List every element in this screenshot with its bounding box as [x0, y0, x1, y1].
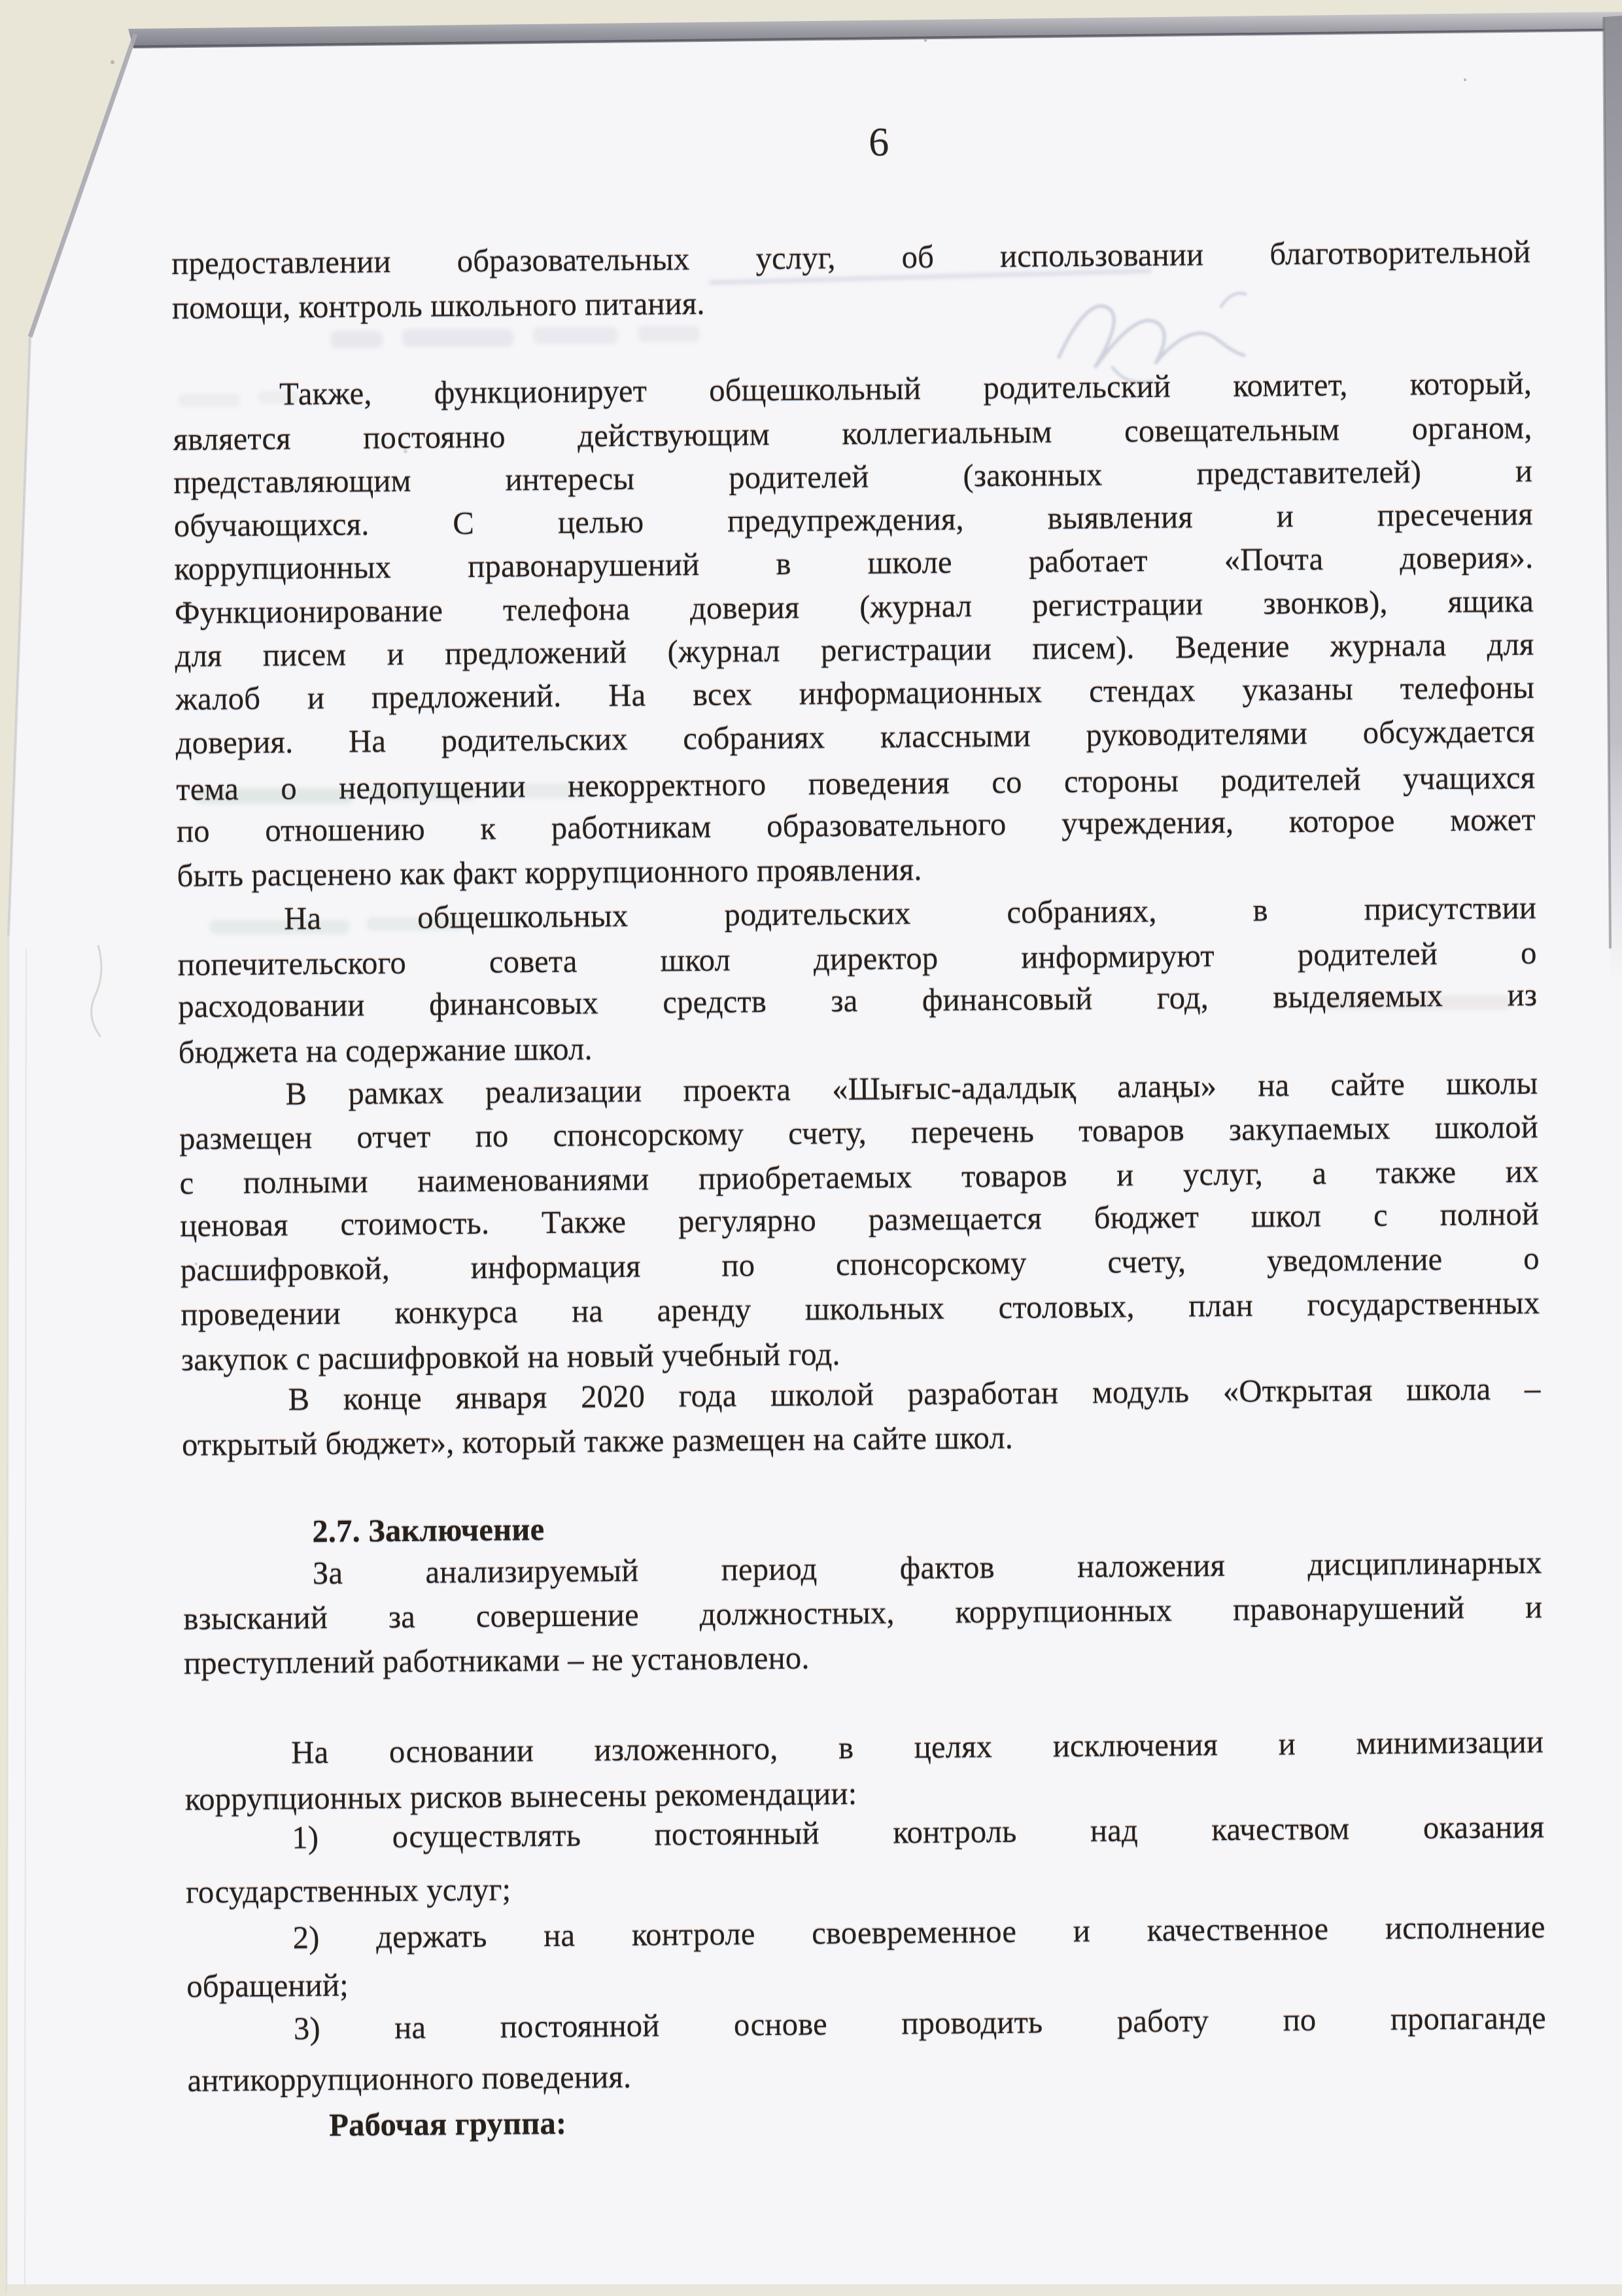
section-heading-conclusion: 2.7. Заключение — [311, 1511, 545, 1550]
paragraph-line: На основании изложенного, в целях исключения и минимизации — [290, 1723, 1544, 1771]
paragraph-line: представляющим интересы родителей (законных представителей) и — [173, 452, 1533, 500]
paragraph-line: открытый бюджет», который также размещен на сайте школ. — [181, 1419, 1014, 1463]
page-number: 6 — [868, 120, 889, 165]
working-group-label: Рабочая группа: — [328, 2104, 567, 2144]
paragraph-line: расходовании финансовых средств за финансовый год, выделяемых из — [177, 976, 1538, 1024]
paragraph-line: Также, функционирует общешкольный родительский комитет, который, — [279, 364, 1532, 412]
paragraph-line: коррупционных рисков вынесены рекомендации: — [184, 1775, 857, 1817]
paragraph-line: помощи, контроль школьного питания. — [171, 285, 705, 326]
paragraph-line: с полными наименованиями приобретаемых товаров и услуг, а также их — [179, 1153, 1539, 1201]
paragraph-line: бюджета на содержание школ. — [178, 1030, 593, 1070]
paragraph-line: доверия. На родительских собраниях классными руководителями обсуждается — [175, 712, 1535, 761]
paragraph-line: тема о недопущении некорректного поведения со стороны родителей учащихся — [176, 759, 1536, 807]
recommendation-item-2-cont: обращений; — [186, 1966, 349, 2004]
paragraph-line: взысканий за совершение должностных, коррупционных правонарушений и — [183, 1588, 1543, 1637]
paragraph-line: В рамках реализации проекта «Шығыс-адалдық алаңы» на сайте школы — [285, 1064, 1538, 1112]
paragraph-line: ценовая стоимость. Также регулярно размещается бюджет школ с полной — [179, 1195, 1540, 1244]
paragraph-line: Функционирование телефона доверия (журнал регистрации звонков), ящика — [174, 582, 1534, 631]
paragraph-line: предоставлении образовательных услуг, об использовании благотворительной — [171, 233, 1531, 281]
paragraph-line: жалоб и предложений. На всех информационных стендах указаны телефоны — [175, 669, 1535, 717]
paragraph-line: для писем и предложений (журнал регистрации писем). Ведение журнала для — [175, 625, 1534, 674]
recommendation-item-1-cont: государственных услуг; — [185, 1871, 511, 1910]
paragraph-line: закупок с расшифровкой на новый учебный год. — [181, 1336, 840, 1378]
recommendation-item-3: 3) на постоянной основе проводить работу по пропаганде — [293, 1999, 1546, 2047]
paragraph-line: расшифровкой, информация по спонсорскому счету, уведомление о — [180, 1240, 1540, 1288]
paragraph-line: преступлений работниками – не установлено. — [183, 1639, 810, 1681]
recommendation-item-1: 1) осуществлять постоянный контроль над качеством оказания — [292, 1808, 1545, 1856]
recommendation-item-2: 2) держать на контроле своевременное и качественное исполнение — [292, 1908, 1545, 1956]
paragraph-line: является постоянно действующим коллегиальным совещательным органом, — [173, 409, 1532, 457]
paragraph-line: В конце января 2020 года школой разработан модуль «Открытая школа – — [288, 1370, 1541, 1418]
paragraph-line: попечительского совета школ директор информируют родителей о — [177, 934, 1537, 983]
paragraph-line: За анализируемый период фактов наложения дисциплинарных — [312, 1544, 1542, 1592]
paragraph-line: На общешкольных родительских собраниях, в присутствии — [283, 889, 1537, 937]
paragraph-line: быть расценено как факт коррупционного проявления. — [177, 851, 922, 894]
paragraph-line: размещен отчет по спонсорскому счету, перечень товаров закупаемых школой — [179, 1108, 1539, 1157]
paragraph-line: обучающихся. С целью предупреждения, выявления и пресечения — [173, 495, 1533, 544]
paragraph-line: проведении конкурса на аренду школьных столовых, план государственных — [181, 1284, 1540, 1332]
paragraph-line: коррупционных правонарушений в школе работает «Почта доверия». — [174, 538, 1534, 587]
paragraph-line: по отношению к работникам образовательного учреждения, которое может — [176, 801, 1536, 849]
recommendation-item-3-cont: антикоррупционного поведения. — [187, 2058, 632, 2098]
